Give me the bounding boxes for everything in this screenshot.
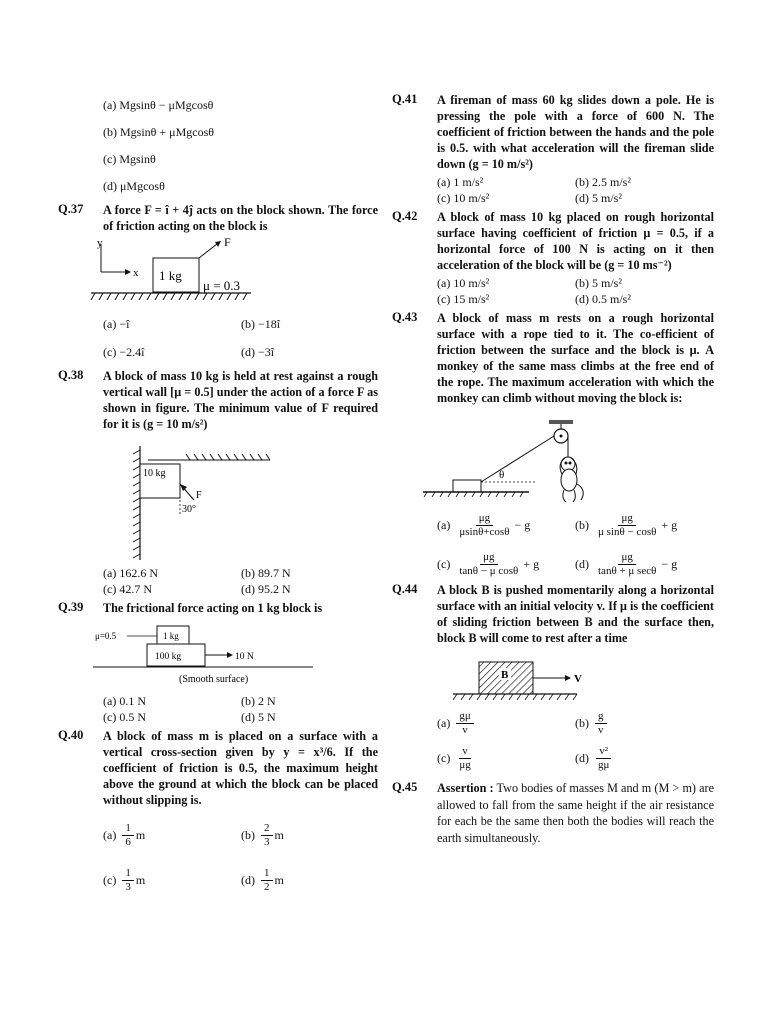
- q41-option-c: (c) 10 m/s²: [437, 190, 490, 205]
- q40-number: Q.40: [58, 728, 84, 742]
- q40-text: A block of mass m is placed on a surface with a vertical cross-section given by y = x³/6. If the coefficient of friction is 0.5, the maximum height above the ground at which the block can be placed without slipping is.: [103, 729, 378, 807]
- q37-axis-y: y: [97, 237, 103, 249]
- q43-number: Q.43: [392, 310, 418, 324]
- q39-option-d: (d) 5 N: [241, 709, 276, 724]
- q42-option-b: (b) 5 m/s²: [575, 276, 622, 290]
- q44-text: A block B is pushed momentarily along a horizontal surface with an initial velocity v. If μ is the coefficient of sliding friction between B and the surface then, block B will come to rest after a time: [437, 583, 714, 645]
- q36-option-c: (c) Mgsinθ: [103, 152, 156, 166]
- q39-caption: (Smooth surface): [179, 674, 249, 685]
- q39-number: Q.39: [58, 600, 84, 614]
- q44-number: Q.44: [392, 582, 418, 596]
- q43-figure: [419, 414, 619, 506]
- q38-option-b: (b) 89.7 N: [241, 566, 291, 580]
- q37-text: A force F = î + 4ĵ acts on the block shown. The force of friction acting on the block is: [103, 203, 378, 233]
- q36-option-a: (a) Mgsinθ − μMgcosθ: [103, 98, 214, 112]
- q44-velocity-label: V: [574, 673, 582, 685]
- q41-option-d: (d) 5 m/s²: [575, 190, 622, 205]
- q44-option-d: (d) $\frac{\text{v²}}{g\mu}$: [575, 745, 610, 771]
- right-column: [392, 92, 714, 846]
- q43-option-a: (a) $\frac{\mu g}{\mu\sin\theta+\cos\theta}$ − g: [437, 512, 531, 538]
- q42-option-d: (d) 0.5 m/s²: [575, 291, 631, 306]
- q38-force-label: F: [196, 490, 202, 501]
- q43-angle-label: θ: [499, 469, 505, 481]
- q42-number: Q.42: [392, 209, 418, 223]
- q40-option-c: (c) $\frac{1}{3}$ m: [103, 867, 146, 893]
- q39-option-b: (b) 2 N: [241, 694, 276, 708]
- q37-option-c: (c) −2.4î: [103, 345, 145, 359]
- question-44: [392, 582, 714, 772]
- q40-option-d: (d) $\frac{1}{2}$ m: [241, 867, 284, 893]
- q36-option-d: (d) μMgcosθ: [103, 179, 165, 193]
- q37-force-label: F: [224, 236, 231, 249]
- q42-option-a: (a) 10 m/s²: [437, 276, 490, 290]
- monkey-icon: [560, 457, 583, 502]
- q38-figure: [128, 442, 298, 564]
- question-37: [58, 202, 378, 366]
- q45-lead: Assertion :: [437, 781, 494, 795]
- q39-top-mass: 1 kg: [163, 631, 179, 641]
- q41-option-a: (a) 1 m/s²: [437, 175, 484, 189]
- q45-text: Two bodies of masses M and m (M > m) are allowed to fall from the same height if the air resistance for each be the same then both the bodies will reach the earth simultaneously.: [437, 781, 714, 845]
- q38-option-c: (c) 42.7 N: [103, 581, 152, 596]
- q39-option-c: (c) 0.5 N: [103, 709, 146, 724]
- q44-block-label: B: [501, 669, 509, 681]
- question-42: [392, 209, 714, 307]
- q43-option-d: (d) $\frac{\mu g}{\text{tanθ + μ secθ}}$ − g: [575, 551, 678, 577]
- q40-option-b: (b) $\frac{2}{3}$ m: [241, 822, 284, 848]
- q38-angle-label: 30°: [182, 504, 196, 515]
- q37-number: Q.37: [58, 202, 84, 216]
- q42-text: A block of mass 10 kg placed on rough horizontal surface having coefficient of friction μ = 0.5, if a horizontal force of 100 N is acting on it then acceleration of the block will be (g = 10 ms⁻²): [437, 210, 714, 272]
- q43-option-b: (b) $\frac{\mu g}{\text{μ sinθ − cosθ}}$ + g: [575, 512, 678, 538]
- q38-number: Q.38: [58, 368, 84, 382]
- q41-text: A fireman of mass 60 kg slides down a pole. He is pressing the pole with a force of 600 N. The coefficient of friction between the hands and the pole is 0.5. with what acceleration will the fireman slide down (g = 10 m/s²): [437, 93, 714, 171]
- question-36-options: [58, 92, 378, 200]
- q37-mu-label: μ = 0.3: [203, 278, 241, 293]
- q39-option-a: (a) 0.1 N: [103, 694, 146, 708]
- q37-mass-label: 1 kg: [159, 268, 182, 283]
- question-38: [58, 368, 378, 597]
- question-41: [392, 92, 714, 206]
- left-column: [58, 92, 378, 894]
- q38-mass-label: 10 kg: [143, 468, 166, 479]
- q39-mu-label: μ=0.5: [95, 631, 117, 641]
- question-45: [392, 780, 714, 846]
- q36-option-b: (b) Mgsinθ + μMgcosθ: [103, 125, 215, 139]
- q43-option-c: (c) $\frac{\mu g}{\text{tanθ − μ cosθ}}$ + g: [437, 551, 540, 577]
- q44-figure: [447, 656, 647, 708]
- q39-text: The frictional force acting on 1 kg block is: [103, 601, 323, 615]
- q37-axis-x: x: [133, 267, 139, 279]
- q43-text: A block of mass m rests on a rough horizontal surface with a rope tied to it. The co-efficient of friction between the surface and the block is μ. A monkey of the same mass climbs at the free end of the rope. The maximum acceleration with which the monkey can climb without moving the block is:: [437, 311, 714, 405]
- q39-force-label: 10 N: [235, 652, 254, 662]
- q39-bottom-mass: 100 kg: [155, 652, 182, 662]
- q38-option-a: (a) 162.6 N: [103, 566, 158, 580]
- q44-option-c: (c) $\frac{v}{\mu g}$: [437, 745, 471, 771]
- question-43: [392, 310, 714, 578]
- q45-number: Q.45: [392, 780, 418, 794]
- q38-text: A block of mass 10 kg is held at rest against a rough vertical wall [μ = 0.5] under the action of a force F as shown in figure. The minimum value of F required for it is (g = 10 m/s²): [103, 369, 378, 431]
- q37-option-a: (a) −î: [103, 317, 130, 331]
- q37-option-d: (d) −3î: [241, 345, 275, 359]
- q37-figure: [81, 236, 251, 314]
- q41-number: Q.41: [392, 92, 418, 106]
- q44-option-a: (a) $\frac{g\mu}{v}$: [437, 710, 575, 737]
- q40-option-a: (a) $\frac{1}{6}$ m: [103, 822, 146, 848]
- q42-option-c: (c) 15 m/s²: [437, 291, 490, 306]
- question-39: [58, 600, 378, 725]
- q39-figure: [93, 622, 333, 694]
- q38-option-d: (d) 95.2 N: [241, 581, 291, 596]
- question-40: [58, 728, 378, 894]
- q44-option-b: (b) $\frac{g}{v}$: [575, 710, 714, 737]
- q41-option-b: (b) 2.5 m/s²: [575, 175, 631, 189]
- q37-option-b: (b) −18î: [241, 317, 281, 331]
